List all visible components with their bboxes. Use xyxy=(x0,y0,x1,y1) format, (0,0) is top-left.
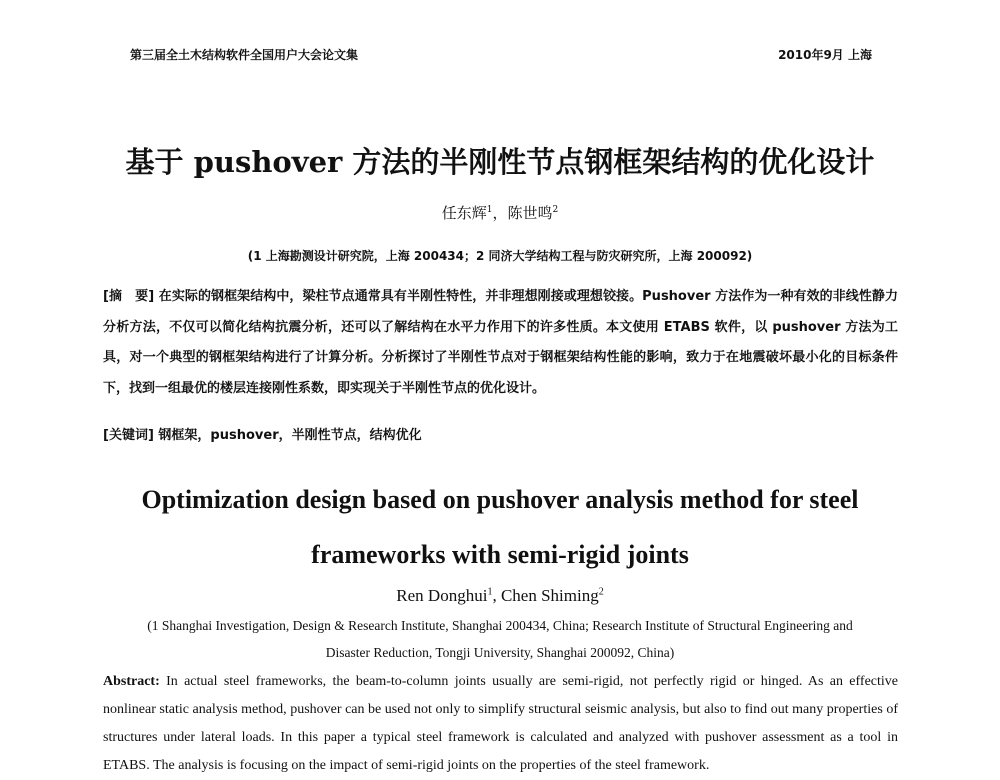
en-affiliation-line-1: (1 Shanghai Investigation, Design & Research Institute, Shanghai 200434, China; Research Institute of Structural Engineering and xyxy=(147,618,853,633)
english-authors xyxy=(0,586,1000,606)
en-author-separator: , xyxy=(492,586,501,605)
cn-abstract-text: 在实际的钢框架结构中，梁柱节点通常具有半刚性特性，并非理想刚接或理想铰接。Pushover 方法作为一种有效的非线性静力分析方法，不仅可以简化结构抗震分析，还可以了解结构在水平力作用下的许多性质。本文使用 ETABS 软件，以 pushover 方法为工具，对一个典型的钢框架结构进行了计算分析。分析探讨了半刚性节点对于钢框架结构性能的影响，致力于在地震破坏最小化的目标条件下，找到一组最优的楼层连接刚性系数，即实现关于半刚性节点的优化设计。 xyxy=(103,289,899,396)
cn-author-2-affil-mark: 2 xyxy=(552,205,559,215)
chinese-affiliation: (1 上海勘测设计研究院，上海 200434；2 同济大学结构工程与防灾研究所，上海 200092) xyxy=(247,249,753,263)
cn-keywords-label: [关键词] xyxy=(103,428,154,443)
en-abstract-label: Abstract: xyxy=(103,674,160,689)
english-title-line-2: frameworks with semi-rigid joints xyxy=(311,540,689,569)
en-affiliation-line-2: Disaster Reduction, Tongji University, Shanghai 200092, China) xyxy=(325,645,675,660)
en-abstract-text: In actual steel frameworks, the beam-to-column joints usually are semi-rigid, not perfectly rigid or hinged. As an effective nonlinear static analysis method, pushover can be used not only to simplify structural seismic analysis, but also to find out many properties of structures under lateral loads. In this paper a typical steel framework is calculated and analyzed with pushover assessment as a tool in ETABS. The analysis is focusing on the impact of semi-rigid joints on the properties of the steel framework. xyxy=(103,674,898,773)
cn-author-separator: ， xyxy=(492,204,508,222)
chinese-keywords xyxy=(103,424,898,443)
cn-keywords-text: 钢框架，pushover，半刚性节点，结构优化 xyxy=(158,428,422,443)
english-abstract xyxy=(103,668,898,780)
english-title-line-1: Optimization design based on pushover analysis method for steel xyxy=(141,485,859,514)
en-author-1-affil-mark: 1 xyxy=(487,586,493,598)
cn-author-2: 陈世鸣 xyxy=(507,204,553,222)
chinese-title: 基于 pushover 方法的半刚性节点钢框架结构的优化设计 xyxy=(125,145,875,179)
cn-abstract-label: [摘 要] xyxy=(103,289,155,304)
en-author-1: Ren Donghui xyxy=(396,586,488,605)
cn-author-1-affil-mark: 1 xyxy=(486,205,493,215)
date-place: 2010年9月 上海 xyxy=(778,48,872,62)
en-author-2-affil-mark: 2 xyxy=(598,586,604,598)
en-author-2: Chen Shiming xyxy=(500,586,599,605)
conference-name: 第三届全土木结构软件全国用户大会论文集 xyxy=(130,48,359,62)
english-affiliation xyxy=(80,612,920,666)
chinese-authors xyxy=(0,202,1000,223)
chinese-abstract xyxy=(103,282,898,404)
cn-author-1: 任东辉 xyxy=(441,204,487,222)
